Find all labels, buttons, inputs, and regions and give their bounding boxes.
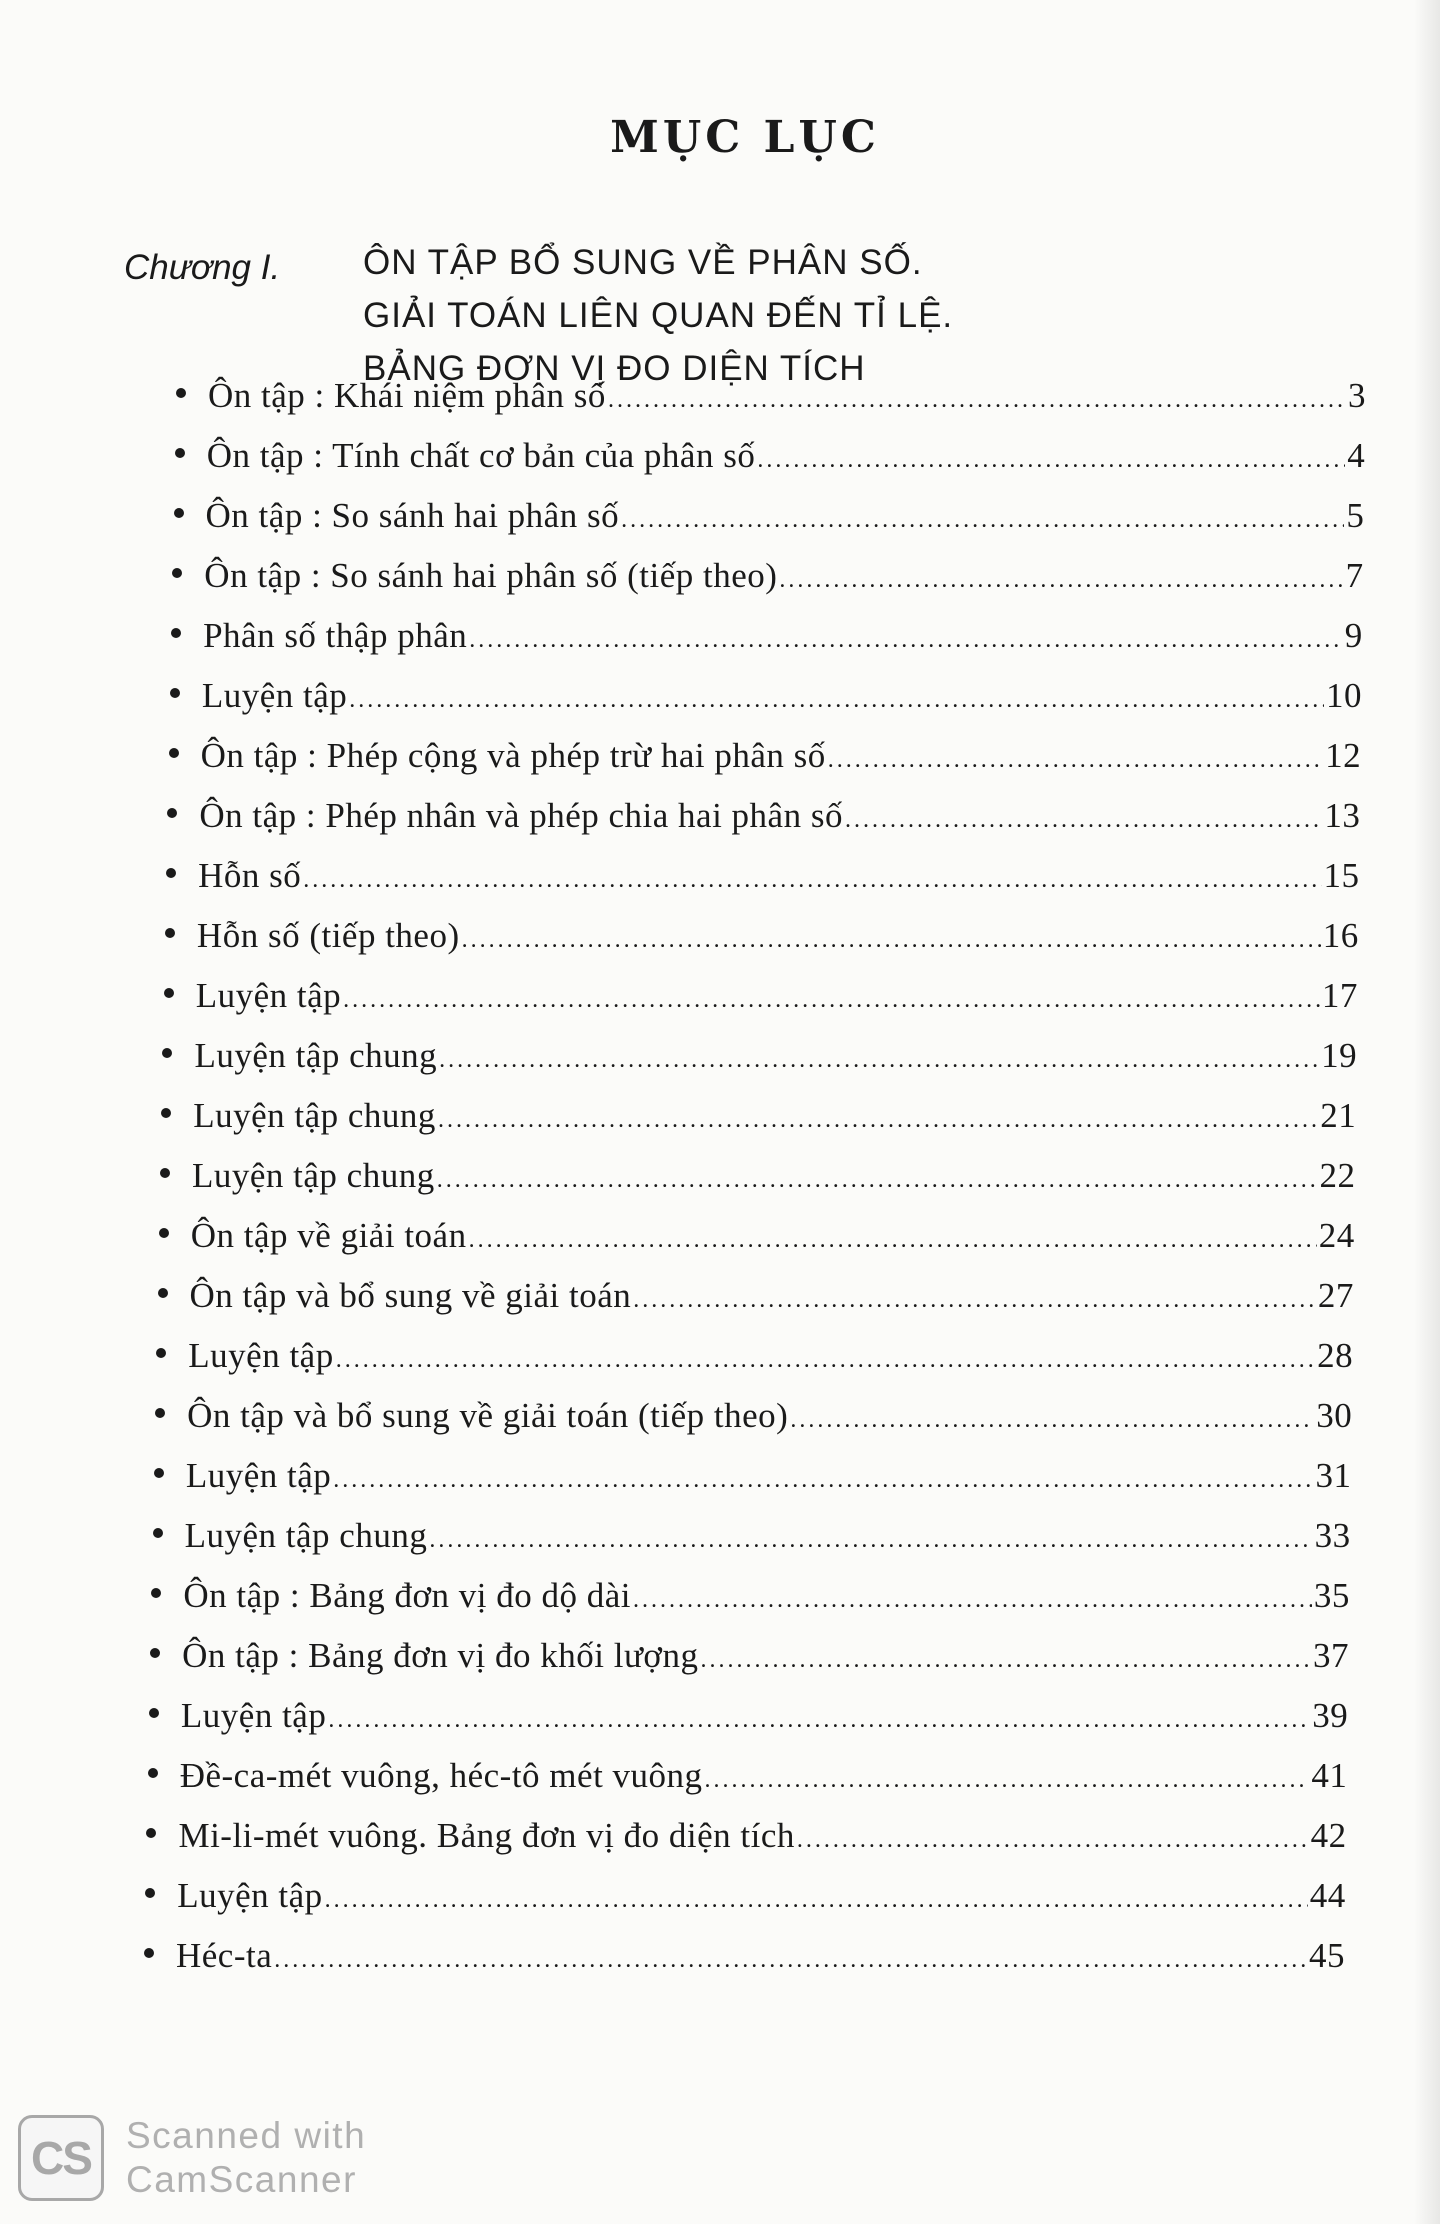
dot-leader — [633, 1276, 1316, 1324]
dot-leader — [700, 1636, 1311, 1684]
dot-leader — [333, 1456, 1313, 1504]
bullet-icon — [156, 1348, 166, 1358]
bullet-icon — [165, 928, 175, 938]
toc-entry-page: 39 — [1312, 1696, 1349, 1735]
toc-entry-page: 33 — [1314, 1516, 1351, 1555]
toc-entry — [174, 492, 1365, 540]
bullet-icon — [175, 448, 185, 458]
toc-entry-title: Ôn tập : Tính chất cơ bản của phân số — [206, 436, 756, 475]
dot-leader — [439, 1036, 1319, 1084]
toc-entry-page: 17 — [1321, 976, 1358, 1015]
chapter-label: Chương I. — [124, 248, 281, 287]
dot-leader — [438, 1096, 1318, 1144]
dot-leader — [705, 1756, 1310, 1804]
toc-entry-title: Ôn tập và bổ sung về giải toán (tiếp theo) — [187, 1396, 789, 1435]
toc-entry — [166, 852, 1359, 900]
bullet-icon — [164, 988, 174, 998]
toc-entry-page: 24 — [1318, 1216, 1355, 1255]
toc-entry — [162, 1032, 1357, 1080]
dot-leader — [429, 1516, 1312, 1564]
dot-leader — [325, 1876, 1308, 1924]
toc-entry — [165, 912, 1359, 960]
toc-entry-page: 37 — [1313, 1636, 1350, 1675]
dot-leader — [437, 1156, 1318, 1204]
toc-entry — [172, 552, 1363, 600]
toc-entry — [161, 1092, 1356, 1140]
dot-leader — [633, 1576, 1312, 1624]
toc-entry — [155, 1392, 1352, 1440]
toc-entry — [151, 1572, 1349, 1620]
toc-entry — [167, 792, 1360, 840]
dot-leader — [469, 1216, 1317, 1264]
toc-entry-page: 3 — [1348, 376, 1366, 415]
watermark-line: Scanned with — [126, 2115, 367, 2156]
bullet-icon — [151, 1588, 161, 1598]
bullet-icon — [155, 1408, 165, 1418]
bullet-icon — [171, 628, 181, 638]
toc-entry-title: Luyện tập — [201, 676, 348, 715]
bullet-icon — [150, 1648, 160, 1658]
dot-leader — [274, 1936, 1307, 1984]
toc-entry-title: Hỗn số — [198, 856, 302, 895]
toc-entry-title: Luyện tập — [188, 1336, 334, 1375]
toc-entry-title: Đề-ca-mét vuông, héc-tô mét vuông — [179, 1756, 703, 1795]
toc-entry — [148, 1752, 1348, 1800]
toc-entry — [149, 1692, 1348, 1740]
toc-entry — [145, 1872, 1346, 1920]
toc-entry-page: 31 — [1315, 1456, 1352, 1495]
bullet-icon — [149, 1708, 159, 1718]
toc-entry-title: Luyện tập — [185, 1456, 332, 1495]
dot-leader — [462, 916, 1321, 964]
toc-entry-title: Mi-li-mét vuông. Bảng đơn vị đo diện tích — [178, 1816, 795, 1855]
toc-entry-page: 15 — [1323, 856, 1360, 895]
toc-entry-page: 10 — [1325, 676, 1362, 715]
toc-entry-page: 16 — [1322, 916, 1359, 955]
dot-leader — [336, 1336, 1315, 1384]
toc-entry-page: 4 — [1347, 436, 1366, 475]
chapter-title-line: BẢNG ĐƠN VỊ ĐO DIỆN TÍCH — [363, 349, 866, 388]
toc-entry — [171, 612, 1363, 660]
bullet-icon — [154, 1468, 164, 1478]
toc-entry-page: 9 — [1344, 616, 1363, 655]
bullet-icon — [172, 568, 182, 578]
page-title: MỤC LỤC — [610, 112, 880, 163]
toc-entry-title: Luyện tập chung — [194, 1036, 438, 1075]
dot-leader — [608, 376, 1346, 424]
bullet-icon — [162, 1048, 172, 1058]
toc-entry-title: Héc-ta — [176, 1936, 273, 1975]
toc-entry-title: Luyện tập — [177, 1876, 323, 1915]
scanner-watermark — [18, 2114, 366, 2202]
bullet-icon — [167, 808, 177, 818]
toc-entry — [153, 1512, 1351, 1560]
bullet-icon — [160, 1168, 170, 1178]
dot-leader — [845, 796, 1322, 844]
bullet-icon — [161, 1108, 171, 1118]
toc-entry-page: 7 — [1345, 556, 1364, 595]
dot-leader — [328, 1696, 1310, 1744]
toc-entry-title: Luyện tập — [180, 1696, 327, 1735]
toc-entry-title: Hỗn số (tiếp theo) — [196, 916, 460, 955]
toc-entry-title: Ôn tập và bổ sung về giải toán — [189, 1276, 632, 1315]
toc-entry-page: 13 — [1324, 796, 1361, 835]
toc-entry — [175, 432, 1365, 480]
toc-entry-page: 30 — [1316, 1396, 1353, 1435]
toc-entry-page: 44 — [1309, 1876, 1346, 1915]
bullet-icon — [159, 1228, 169, 1238]
toc-entry-title: Ôn tập : Phép nhân và phép chia hai phân số — [199, 796, 843, 835]
dot-leader — [797, 1816, 1309, 1864]
toc-entry-title: Ôn tập : Khái niệm phân số — [208, 376, 606, 415]
toc-entry — [160, 1152, 1356, 1200]
toc-entry-page: 42 — [1310, 1816, 1347, 1855]
dot-leader — [303, 856, 1321, 904]
dot-leader — [779, 556, 1343, 604]
toc-entry-page: 5 — [1346, 496, 1365, 535]
toc-entry — [170, 672, 1362, 720]
toc-entry-page: 35 — [1313, 1576, 1350, 1615]
toc-entry — [176, 372, 1366, 420]
toc-entry-title: Ôn tập về giải toán — [190, 1216, 467, 1255]
camscanner-logo-icon: CS — [18, 2115, 104, 2201]
bullet-icon — [146, 1828, 156, 1838]
toc-entry — [154, 1452, 1352, 1500]
toc-entry-page: 45 — [1309, 1936, 1345, 1975]
bullet-icon — [170, 688, 180, 698]
toc-entry-page: 19 — [1321, 1036, 1358, 1075]
toc-entry-page: 41 — [1311, 1756, 1348, 1795]
bullet-icon — [158, 1288, 168, 1298]
bullet-icon — [169, 748, 179, 758]
toc-entry — [158, 1272, 1354, 1320]
dot-leader — [828, 736, 1323, 784]
toc-entry-title: Luyện tập chung — [193, 1096, 436, 1135]
bullet-icon — [144, 1948, 154, 1958]
dot-leader — [349, 676, 1324, 724]
watermark-line: CamScanner — [126, 2159, 357, 2200]
dot-leader — [757, 436, 1345, 484]
toc-entry-page: 28 — [1317, 1336, 1354, 1375]
bullet-icon — [176, 388, 186, 398]
toc-entry-page: 12 — [1325, 736, 1362, 775]
toc-entry — [146, 1812, 1346, 1860]
dot-leader — [790, 1396, 1314, 1444]
chapter-title-line: GIẢI TOÁN LIÊN QUAN ĐẾN TỈ LỆ. — [363, 296, 954, 335]
toc-entry-title: Ôn tập : So sánh hai phân số (tiếp theo) — [204, 556, 778, 595]
toc-entry — [156, 1332, 1353, 1380]
bullet-icon — [166, 868, 176, 878]
toc-entry-page: 27 — [1317, 1276, 1354, 1315]
toc-entry-title: Luyện tập chung — [192, 1156, 435, 1195]
toc-entry — [150, 1632, 1349, 1680]
toc-entry-title: Ôn tập : Bảng đơn vị đo khối lượng — [182, 1636, 699, 1675]
toc-entry-title: Ôn tập : Bảng đơn vị đo dộ dài — [183, 1576, 632, 1615]
toc-entry-title: Luyện tập chung — [184, 1516, 428, 1555]
bullet-icon — [148, 1768, 158, 1778]
toc-entry-title: Ôn tập : Phép cộng và phép trừ hai phân số — [200, 736, 826, 775]
toc-entry-title: Phân số thập phân — [203, 616, 468, 655]
dot-leader — [469, 616, 1343, 664]
toc-entry — [159, 1212, 1355, 1260]
toc-entry — [164, 972, 1358, 1020]
bullet-icon — [153, 1528, 163, 1538]
toc-entry-page: 21 — [1320, 1096, 1357, 1135]
chapter-title-line: ÔN TẬP BỔ SUNG VỀ PHÂN SỐ. — [363, 243, 923, 282]
toc-entry-title: Ôn tập : So sánh hai phân số — [205, 496, 620, 535]
bullet-icon — [174, 508, 184, 518]
toc-entry — [169, 732, 1362, 780]
bullet-icon — [145, 1888, 155, 1898]
dot-leader — [343, 976, 1320, 1024]
toc-entry-title: Luyện tập — [195, 976, 342, 1015]
dot-leader — [621, 496, 1344, 544]
watermark-text — [126, 2114, 366, 2202]
toc-entry-page: 22 — [1319, 1156, 1356, 1195]
toc-entry — [144, 1932, 1345, 1980]
